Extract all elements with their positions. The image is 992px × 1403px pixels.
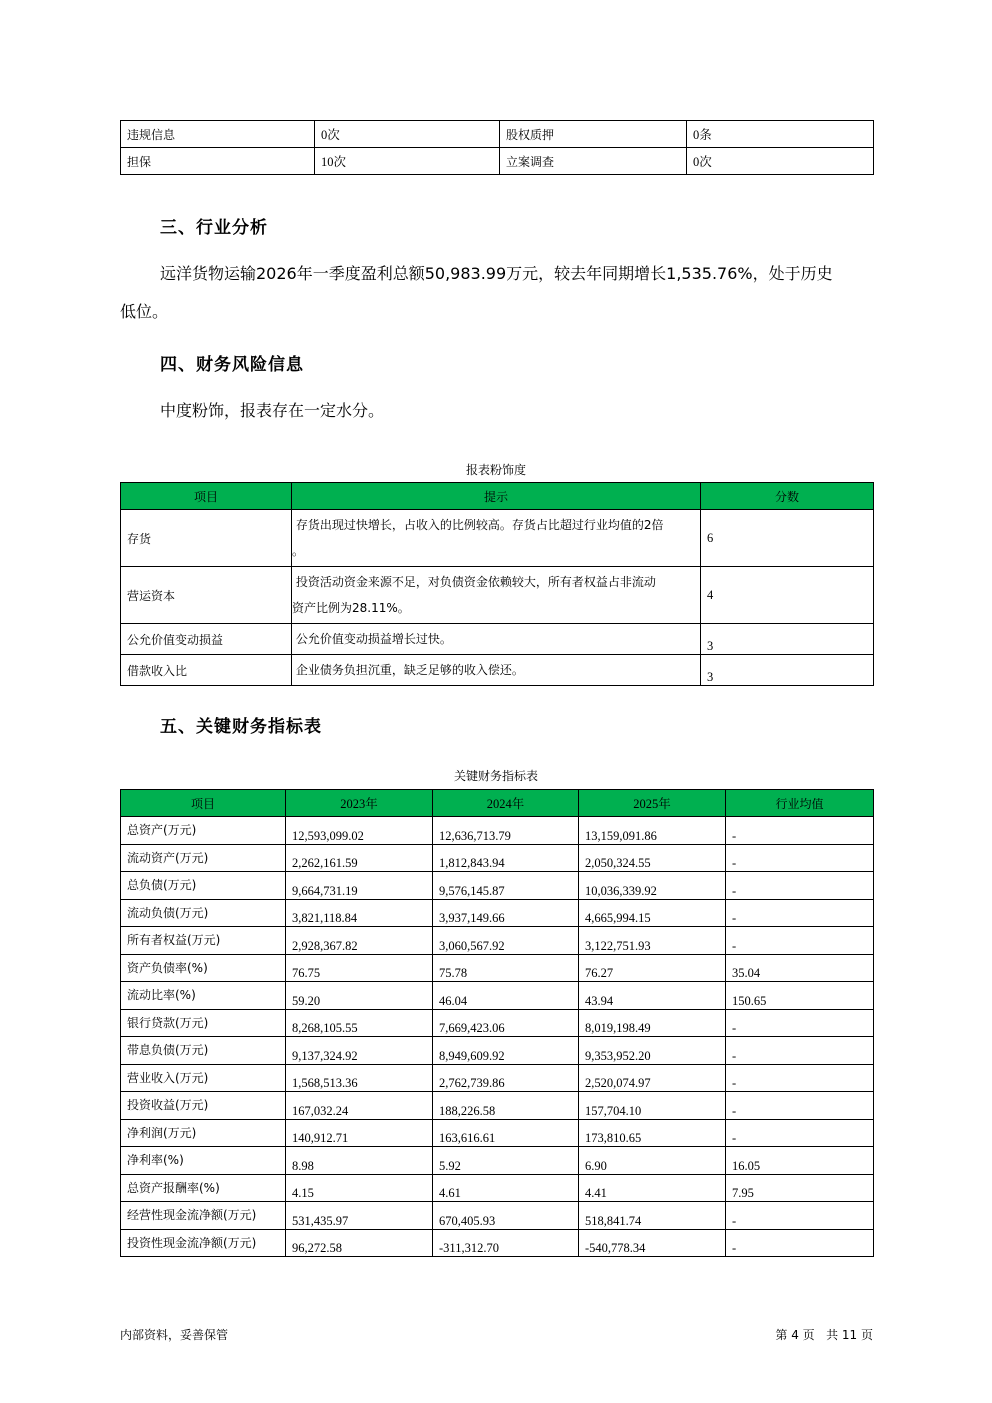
- fin-value: 3,122,751.93: [579, 927, 726, 955]
- fin-value: -: [726, 817, 874, 845]
- risk-row: [121, 567, 874, 624]
- fin-value: 4.41: [579, 1174, 726, 1202]
- risk-table: [120, 482, 874, 686]
- fin-header-cell: 行业均值: [726, 790, 874, 817]
- fin-value: 4.61: [433, 1174, 579, 1202]
- fin-header-cell: 2025年: [579, 790, 726, 817]
- risk-item: 公允价值变动损益: [121, 624, 292, 655]
- fin-row: [121, 1174, 874, 1202]
- fin-row: [121, 1202, 874, 1230]
- fin-value: -: [726, 844, 874, 872]
- fin-item: 带息负债(万元): [121, 1037, 286, 1065]
- fin-value: 670,405.93: [433, 1202, 579, 1230]
- fin-value: 9,664,731.19: [286, 872, 433, 900]
- fin-value: 12,593,099.02: [286, 817, 433, 845]
- fin-value: -: [726, 1119, 874, 1147]
- fin-value: 167,032.24: [286, 1092, 433, 1120]
- fin-item: 所有者权益(万元): [121, 927, 286, 955]
- fin-row: [121, 844, 874, 872]
- fin-value: 2,050,324.55: [579, 844, 726, 872]
- fin-item: 流动资产(万元): [121, 844, 286, 872]
- fin-item: 净利润(万元): [121, 1119, 286, 1147]
- section3-text-line2: 低位。: [120, 302, 169, 321]
- section3-text-line1: 远洋货物运输2026年一季度盈利总额50,983.99万元，较去年同期增长1,535.76%，处于历史: [160, 264, 833, 283]
- fin-value: 8.98: [286, 1147, 433, 1175]
- fin-value: 75.78: [433, 954, 579, 982]
- fin-value: 9,576,145.87: [433, 872, 579, 900]
- info-label: 立案调查: [500, 148, 687, 175]
- fin-value: -: [726, 1009, 874, 1037]
- info-value: 0次: [687, 148, 874, 175]
- risk-tip: [292, 510, 701, 567]
- fin-value: 2,928,367.82: [286, 927, 433, 955]
- fin-value: 140,912.71: [286, 1119, 433, 1147]
- fin-header-cell: 2023年: [286, 790, 433, 817]
- section3-heading: 三、行业分析: [160, 218, 268, 238]
- risk-item: 存货: [121, 510, 292, 567]
- fin-value: 43.94: [579, 982, 726, 1010]
- risk-tip: [292, 655, 701, 686]
- fin-header-cell: 项目: [121, 790, 286, 817]
- risk-row: [121, 510, 874, 567]
- fin-row: [121, 817, 874, 845]
- risk-tip-line: 投资活动资金来源不足，对负债资金依赖较大，所有者权益占非流动: [292, 575, 656, 589]
- info-value: 0条: [687, 121, 874, 148]
- fin-value: -: [726, 899, 874, 927]
- fin-value: 4.15: [286, 1174, 433, 1202]
- info-value: 10次: [315, 148, 500, 175]
- section4-heading: 四、财务风险信息: [160, 355, 304, 375]
- fin-row: [121, 982, 874, 1010]
- risk-header-cell: 项目: [121, 483, 292, 510]
- fin-value: 2,520,074.97: [579, 1064, 726, 1092]
- risk-item: 营运资本: [121, 567, 292, 624]
- fin-item: 总资产(万元): [121, 817, 286, 845]
- fin-value: 12,636,713.79: [433, 817, 579, 845]
- fin-value: 8,268,105.55: [286, 1009, 433, 1037]
- fin-row: [121, 1092, 874, 1120]
- fin-item: 净利率(%): [121, 1147, 286, 1175]
- fin-value: 1,568,513.36: [286, 1064, 433, 1092]
- fin-table-caption: 关键财务指标表: [453, 769, 538, 783]
- fin-value: 188,226.58: [433, 1092, 579, 1120]
- risk-score: 6: [701, 510, 874, 567]
- risk-row: [121, 624, 874, 655]
- fin-value: 3,937,149.66: [433, 899, 579, 927]
- fin-value: -: [726, 1037, 874, 1065]
- fin-item: 总资产报酬率(%): [121, 1174, 286, 1202]
- fin-item: 投资收益(万元): [121, 1092, 286, 1120]
- info-label: 违规信息: [121, 121, 315, 148]
- fin-row: [121, 1147, 874, 1175]
- footer-page-number: 第 4 页 共 11 页: [775, 1328, 873, 1342]
- fin-value: 9,353,952.20: [579, 1037, 726, 1065]
- fin-value: 6.90: [579, 1147, 726, 1175]
- risk-table-caption: 报表粉饰度: [465, 463, 526, 477]
- fin-value: 9,137,324.92: [286, 1037, 433, 1065]
- fin-item: 流动负债(万元): [121, 899, 286, 927]
- risk-tip-line: 公允价值变动损益增长过快。: [292, 632, 452, 646]
- fin-value: -: [726, 927, 874, 955]
- fin-row: [121, 954, 874, 982]
- fin-value: -: [726, 1092, 874, 1120]
- fin-value: 7.95: [726, 1174, 874, 1202]
- fin-value: -: [726, 1229, 874, 1257]
- financial-indicators-table: [120, 789, 874, 1257]
- info-row: [121, 121, 874, 148]
- section4-text: 中度粉饰，报表存在一定水分。: [160, 401, 385, 420]
- risk-score: 3: [701, 624, 874, 655]
- fin-row: [121, 1037, 874, 1065]
- risk-item: 借款收入比: [121, 655, 292, 686]
- fin-value: 76.75: [286, 954, 433, 982]
- fin-row: [121, 1064, 874, 1092]
- fin-value: 16.05: [726, 1147, 874, 1175]
- fin-value: 13,159,091.86: [579, 817, 726, 845]
- fin-value: 76.27: [579, 954, 726, 982]
- fin-value: -: [726, 1064, 874, 1092]
- info-table: [120, 120, 874, 175]
- fin-value: 10,036,339.92: [579, 872, 726, 900]
- fin-value: 46.04: [433, 982, 579, 1010]
- fin-header-cell: 2024年: [433, 790, 579, 817]
- fin-row: [121, 899, 874, 927]
- fin-value: 5.92: [433, 1147, 579, 1175]
- fin-value: 8,949,609.92: [433, 1037, 579, 1065]
- fin-item: 投资性现金流净额(万元): [121, 1229, 286, 1257]
- risk-header-cell: 提示: [292, 483, 701, 510]
- risk-header-cell: 分数: [701, 483, 874, 510]
- fin-item: 经营性现金流净额(万元): [121, 1202, 286, 1230]
- fin-row: [121, 872, 874, 900]
- fin-value: 35.04: [726, 954, 874, 982]
- risk-row: [121, 655, 874, 686]
- fin-item: 资产负债率(%): [121, 954, 286, 982]
- fin-row: [121, 1009, 874, 1037]
- risk-tip-line: 存货出现过快增长，占收入的比例较高。存货占比超过行业均值的2倍: [292, 518, 664, 532]
- risk-tip-line: 企业债务负担沉重，缺乏足够的收入偿还。: [292, 663, 524, 677]
- info-row: [121, 148, 874, 175]
- fin-value: 59.20: [286, 982, 433, 1010]
- fin-value: 2,262,161.59: [286, 844, 433, 872]
- fin-value: -: [726, 872, 874, 900]
- fin-value: -540,778.34: [579, 1229, 726, 1257]
- fin-value: 163,616.61: [433, 1119, 579, 1147]
- fin-value: 518,841.74: [579, 1202, 726, 1230]
- fin-value: 1,812,843.94: [433, 844, 579, 872]
- fin-row: [121, 1119, 874, 1147]
- section5-heading: 五、关键财务指标表: [160, 717, 322, 737]
- risk-tip-line: 。: [292, 544, 305, 558]
- fin-item: 流动比率(%): [121, 982, 286, 1010]
- fin-item: 总负债(万元): [121, 872, 286, 900]
- info-label: 股权质押: [500, 121, 687, 148]
- fin-value: -: [726, 1202, 874, 1230]
- info-value: 0次: [315, 121, 500, 148]
- fin-item: 银行贷款(万元): [121, 1009, 286, 1037]
- fin-value: 3,060,567.92: [433, 927, 579, 955]
- fin-row: [121, 927, 874, 955]
- info-label: 担保: [121, 148, 315, 175]
- fin-item: 营业收入(万元): [121, 1064, 286, 1092]
- fin-value: 8,019,198.49: [579, 1009, 726, 1037]
- fin-value: 157,704.10: [579, 1092, 726, 1120]
- fin-value: 4,665,994.15: [579, 899, 726, 927]
- risk-tip: [292, 624, 701, 655]
- risk-score: 3: [701, 655, 874, 686]
- fin-value: 2,762,739.86: [433, 1064, 579, 1092]
- footer-confidential: 内部资料，妥善保管: [120, 1328, 229, 1342]
- risk-tip-line: 资产比例为28.11%。: [292, 601, 410, 615]
- fin-value: 3,821,118.84: [286, 899, 433, 927]
- risk-score: 4: [701, 567, 874, 624]
- fin-value: 173,810.65: [579, 1119, 726, 1147]
- fin-row: [121, 1229, 874, 1257]
- risk-tip: [292, 567, 701, 624]
- fin-value: 7,669,423.06: [433, 1009, 579, 1037]
- fin-value: 150.65: [726, 982, 874, 1010]
- fin-value: 531,435.97: [286, 1202, 433, 1230]
- fin-value: -311,312.70: [433, 1229, 579, 1257]
- fin-value: 96,272.58: [286, 1229, 433, 1257]
